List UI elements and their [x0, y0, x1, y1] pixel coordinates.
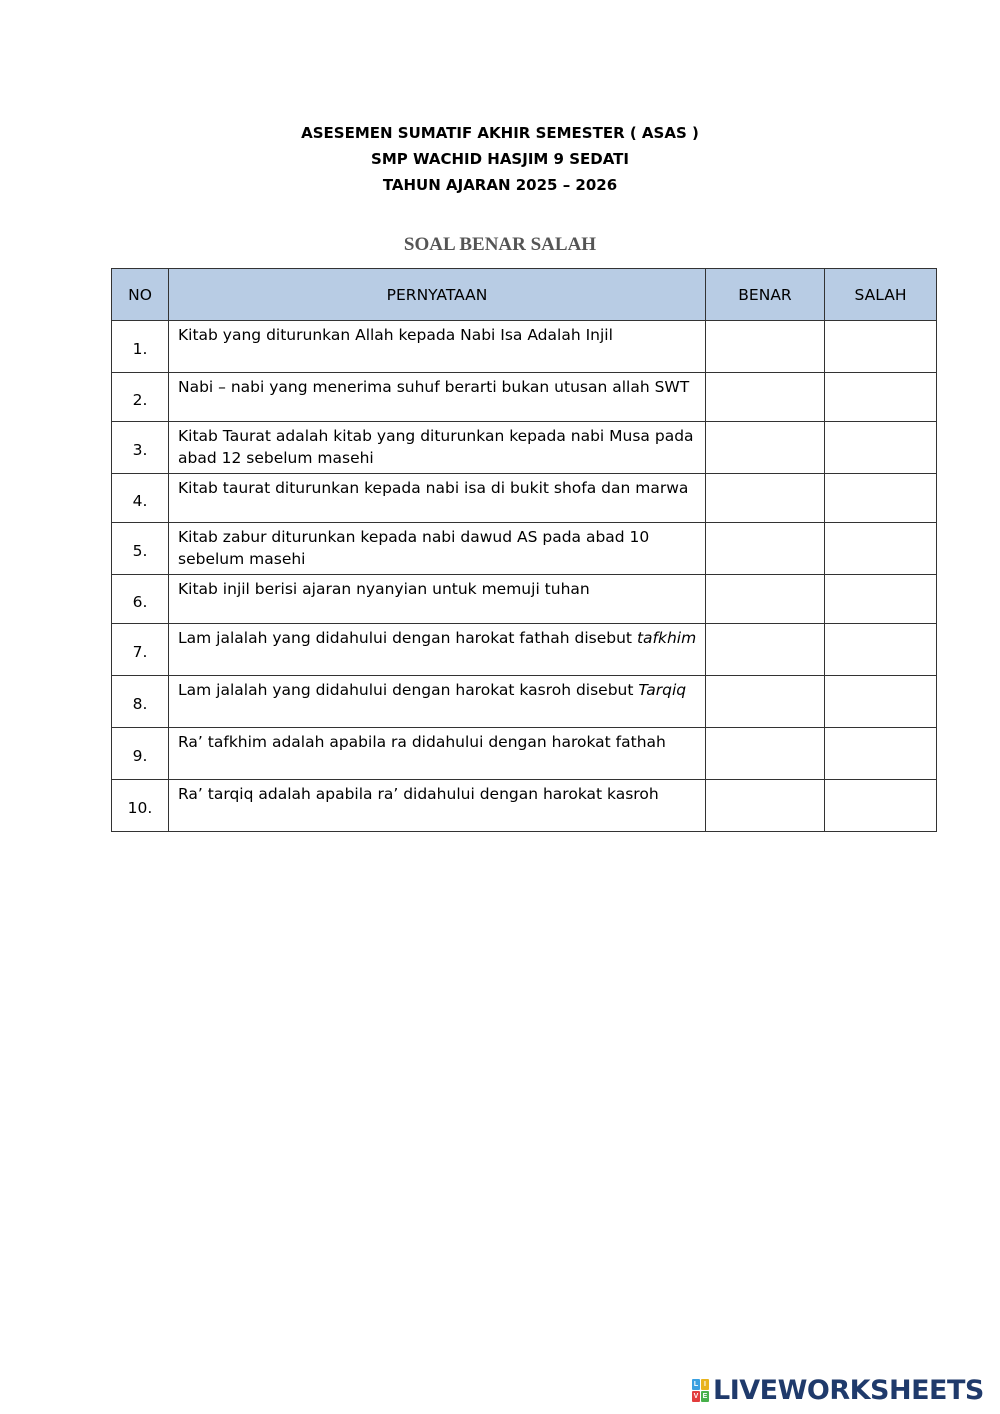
statement-text: Kitab zabur diturunkan kepada nabi dawud AS pada abad 10 sebelum masehi [178, 528, 650, 568]
table-row [112, 474, 937, 523]
statement-italic-term: Tarqiq [638, 681, 687, 699]
row-statement [169, 373, 706, 422]
answer-cell-false[interactable] [825, 728, 937, 780]
answer-cell-true[interactable] [706, 321, 825, 373]
section-title: SOAL BENAR SALAH [403, 234, 597, 255]
statement-text: Kitab yang diturunkan Allah kepada Nabi Isa Adalah Injil [178, 326, 613, 344]
row-number: 10. [112, 780, 169, 832]
row-number: 4. [112, 474, 169, 523]
logo-mark-tile: E [702, 1392, 708, 1400]
row-number: 7. [112, 624, 169, 676]
logo-mark-icon [692, 1379, 709, 1402]
answer-cell-true[interactable] [706, 728, 825, 780]
table-row [112, 373, 937, 422]
statement-text: Kitab Taurat adalah kitab yang diturunkan kepada nabi Musa pada abad 12 sebelum masehi [178, 427, 694, 467]
answer-cell-true[interactable] [706, 422, 825, 474]
table-row [112, 624, 937, 676]
column-header-true: BENAR [706, 269, 825, 321]
row-number: 1. [112, 321, 169, 373]
column-header-false: SALAH [825, 269, 937, 321]
logo-mark-tile: V [693, 1392, 699, 1400]
answer-cell-false[interactable] [825, 321, 937, 373]
statement-text: Kitab taurat diturunkan kepada nabi isa di bukit shofa dan marwa [178, 479, 689, 497]
statement-text: Ra’ tarqiq adalah apabila ra’ didahului dengan harokat kasroh [178, 785, 659, 803]
row-number: 2. [112, 373, 169, 422]
table-row [112, 321, 937, 373]
answer-cell-true[interactable] [706, 780, 825, 832]
column-header-no: NO [112, 269, 169, 321]
table-row [112, 728, 937, 780]
header-line-1: ASESEMEN SUMATIF AKHIR SEMESTER ( ASAS ) [301, 124, 699, 142]
row-statement [169, 321, 706, 373]
liveworksheets-logo [692, 1374, 984, 1406]
row-statement [169, 575, 706, 624]
answer-cell-false[interactable] [825, 575, 937, 624]
logo-text: LIVEWORKSHEETS [713, 1374, 984, 1406]
table-row [112, 780, 937, 832]
row-number: 8. [112, 676, 169, 728]
statement-text: Lam jalalah yang didahului dengan harokat kasroh disebut [178, 681, 639, 699]
row-statement [169, 676, 706, 728]
answer-cell-false[interactable] [825, 523, 937, 575]
answer-cell-false[interactable] [825, 422, 937, 474]
row-statement [169, 728, 706, 780]
table-row [112, 575, 937, 624]
answer-cell-false[interactable] [825, 474, 937, 523]
answer-cell-true[interactable] [706, 523, 825, 575]
statement-italic-term: tafkhim [636, 629, 697, 647]
row-number: 9. [112, 728, 169, 780]
answer-cell-true[interactable] [706, 373, 825, 422]
logo-mark-tile: L [693, 1380, 699, 1388]
table-row [112, 422, 937, 474]
row-statement [169, 474, 706, 523]
answer-cell-true[interactable] [706, 474, 825, 523]
row-statement [169, 780, 706, 832]
header-line-3: TAHUN AJARAN 2025 – 2026 [382, 176, 618, 194]
document-header [0, 120, 1000, 198]
header-line-2: SMP WACHID HASJIM 9 SEDATI [371, 150, 629, 168]
table-row [112, 676, 937, 728]
answer-cell-true[interactable] [706, 624, 825, 676]
row-statement [169, 422, 706, 474]
row-number: 3. [112, 422, 169, 474]
answer-cell-false[interactable] [825, 676, 937, 728]
answer-cell-false[interactable] [825, 624, 937, 676]
table-header-row [112, 269, 937, 321]
row-number: 6. [112, 575, 169, 624]
statement-text: Ra’ tafkhim adalah apabila ra didahului dengan harokat fathah [178, 733, 666, 751]
true-false-table [111, 268, 937, 832]
answer-cell-false[interactable] [825, 780, 937, 832]
statement-text: Nabi – nabi yang menerima suhuf berarti bukan utusan allah SWT [178, 378, 690, 396]
statement-text: Kitab injil berisi ajaran nyanyian untuk memuji tuhan [178, 580, 590, 598]
statement-text: Lam jalalah yang didahului dengan harokat fathah disebut [178, 629, 637, 647]
logo-mark-tile: I [701, 1379, 709, 1390]
row-statement [169, 624, 706, 676]
row-statement [169, 523, 706, 575]
table-body [112, 321, 937, 832]
row-number: 5. [112, 523, 169, 575]
answer-cell-false[interactable] [825, 373, 937, 422]
table-row [112, 523, 937, 575]
answer-cell-true[interactable] [706, 575, 825, 624]
column-header-statement: PERNYATAAN [169, 269, 706, 321]
answer-cell-true[interactable] [706, 676, 825, 728]
